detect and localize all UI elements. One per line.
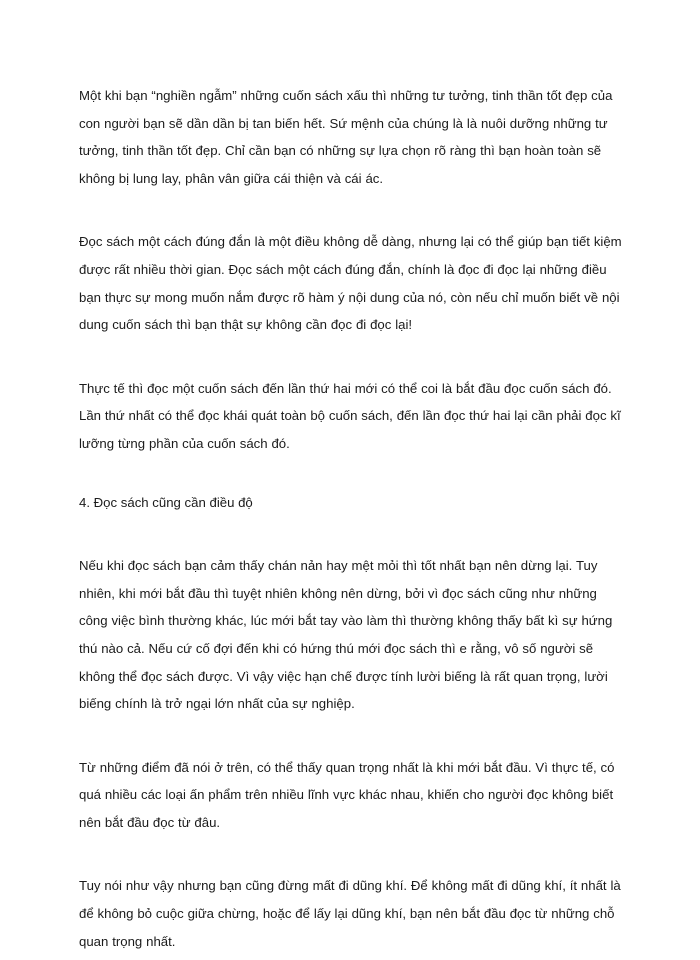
paragraph-5: Từ những điểm đã nói ở trên, có thể thấy quan trọng nhất là khi mới bắt đầu. Vì thực tế, có quá nhiều các loại ấn phẩm trên nhiều lĩnh vực khác nhau, khiến cho người đọc không biết nên bắt đầu đọc từ đâu. bbox=[79, 759, 615, 830]
paragraph-3: Thực tế thì đọc một cuốn sách đến lần thứ hai mới có thể coi là bắt đầu đọc cuốn sách đó. Lần thứ nhất có thể đọc khái quát toàn bộ cuốn sách, đến lần đọc thứ hai lại cần phải đọc kĩ lưỡng từng phần của cuốn sách đó. bbox=[79, 380, 621, 451]
section-heading-4: 4. Đọc sách cũng cần điều độ bbox=[79, 494, 253, 510]
paragraph-6: Tuy nói như vậy nhưng bạn cũng đừng mất đi dũng khí. Để không mất đi dũng khí, ít nhất là để không bỏ cuộc giữa chừng, hoặc để lấy lại dũng khí, bạn nên bắt đầu đọc từ những chỗ quan trọng nhất. bbox=[79, 878, 621, 949]
document-body bbox=[79, 82, 622, 955]
paragraph-1: Một khi bạn “nghiền ngẫm” những cuốn sách xấu thì những tư tưởng, tinh thần tốt đẹp của con người bạn sẽ dần dần bị tan biến hết. Sứ mệnh của chúng là là nuôi dưỡng những tư tưởng, tinh thần tốt đẹp. Chỉ cần bạn có những sự lựa chọn rõ ràng thì bạn hoàn toàn sẽ không bị lung lay, phân vân giữa cái thiện và cái ác. bbox=[79, 88, 613, 186]
paragraph-4: Nếu khi đọc sách bạn cảm thấy chán nản hay mệt mỏi thì tốt nhất bạn nên dừng lại. Tuy nhiên, khi mới bắt đầu thì tuyệt nhiên không nên dừng, bởi vì đọc sách cũng như những công việc bình thường khác, lúc mới bắt tay vào làm thì thường không thấy bất kì sự hứng thú nào cả. Nếu cứ cố đợi đến khi có hứng thú mới đọc sách thì e rằng, vô số người sẽ không thể đọc sách được. Vì vậy việc hạn chế được tính lười biếng là rất quan trọng, lười biếng chính là trở ngại lớn nhất của sự nghiệp. bbox=[79, 558, 613, 712]
paragraph-2: Đọc sách một cách đúng đắn là một điều không dễ dàng, nhưng lại có thể giúp bạn tiết kiệm được rất nhiều thời gian. Đọc sách một cách đúng đắn, chính là đọc đi đọc lại những điều bạn thực sự mong muốn nắm được rõ hàm ý nội dung của nó, còn nếu chỉ muốn biết về nội dung cuốn sách thì bạn thật sự không cần đọc đi đọc lại! bbox=[79, 234, 622, 333]
